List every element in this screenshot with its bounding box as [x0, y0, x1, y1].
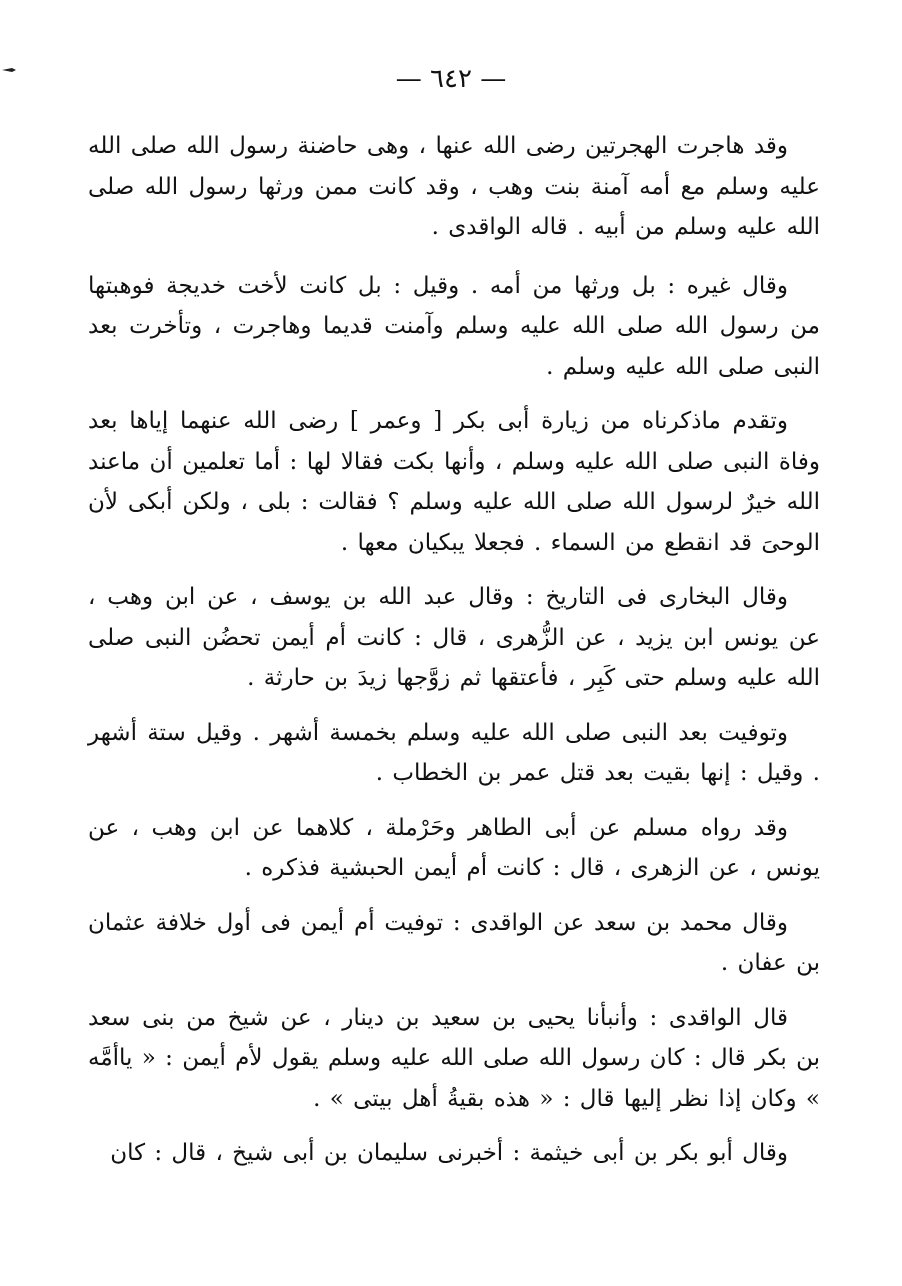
paragraph: وتقدم ماذكرناه من زيارة أبى بكر [ وعمر ] رضى الله عنهما إياها بعد وفاة النبى صلى الله عليه وسلم ، وأنها بكت فقالا لها : أما تعلمين أن ماعند الله خيرٌ لرسول الله صلى الله عليه وسلم ؟ فقالت : بلى ، ولكن أبكى لأن الوحىَ قد انقطع من السماء . فجعلا يبكيان معها . [88, 408, 820, 556]
page-number: — ٦٤٢ — [395, 64, 507, 94]
paragraph: وقال غيره : بل ورثها من أمه . وقيل : بل كانت لأخت خديجة فوهبتها من رسول الله صلى الله عليه وسلم وآمنت قديما وهاجرت ، وتأخرت بعد النبى صلى الله عليه وسلم . [88, 272, 820, 380]
paragraph: وتوفيت بعد النبى صلى الله عليه وسلم بخمسة أشهر . وقيل ستة أشهر . وقيل : إنها بقيت بعد قتل عمر بن الخطاب . [88, 719, 820, 786]
paragraph: وقد هاجرت الهجرتين رضى الله عنها ، وهى حاضنة رسول الله صلى الله عليه وسلم مع أمه آمنة بنت وهب ، وقد كانت ممن ورثها رسول الله صلى الله عليه وسلم من أبيه . قاله الواقدى . [88, 133, 820, 240]
paragraph: وقال البخارى فى التاريخ : وقال عبد الله بن يوسف ، عن ابن وهب ، عن يونس ابن يزيد ، عن الزُّهرى ، قال : كانت أم أيمن تحضُن النبى صلى الله عليه وسلم حتى كَبِر ، فأعتقها ثم زوَّجها زيدَ بن حارثة . [88, 584, 820, 691]
body-text [88, 126, 820, 1188]
paragraph: وقال أبو بكر بن أبى خيثمة : أخبرنى سليمان بن أبى شيخ ، قال : كان [110, 1140, 788, 1166]
paragraph: وقال محمد بن سعد عن الواقدى : توفيت أم أيمن فى أول خلافة عثمان بن عفان . [88, 909, 820, 976]
paragraph: قال الواقدى : وأنبأنا يحيى بن سعيد بن دينار ، عن شيخ من بنى سعد بن بكر قال : كان رسول الله صلى الله عليه وسلم يقول لأم أيمن : « ياأمَّه » وكان إذا نظر إليها قال : « هذه بقيةُ أهل بيتى » . [88, 1004, 820, 1112]
paragraph: وقد رواه مسلم عن أبى الطاهر وحَرْملة ، كلاهما عن ابن وهب ، عن يونس ، عن الزهرى ، قال : كانت أم أيمن الحبشية فذكره . [88, 814, 820, 881]
